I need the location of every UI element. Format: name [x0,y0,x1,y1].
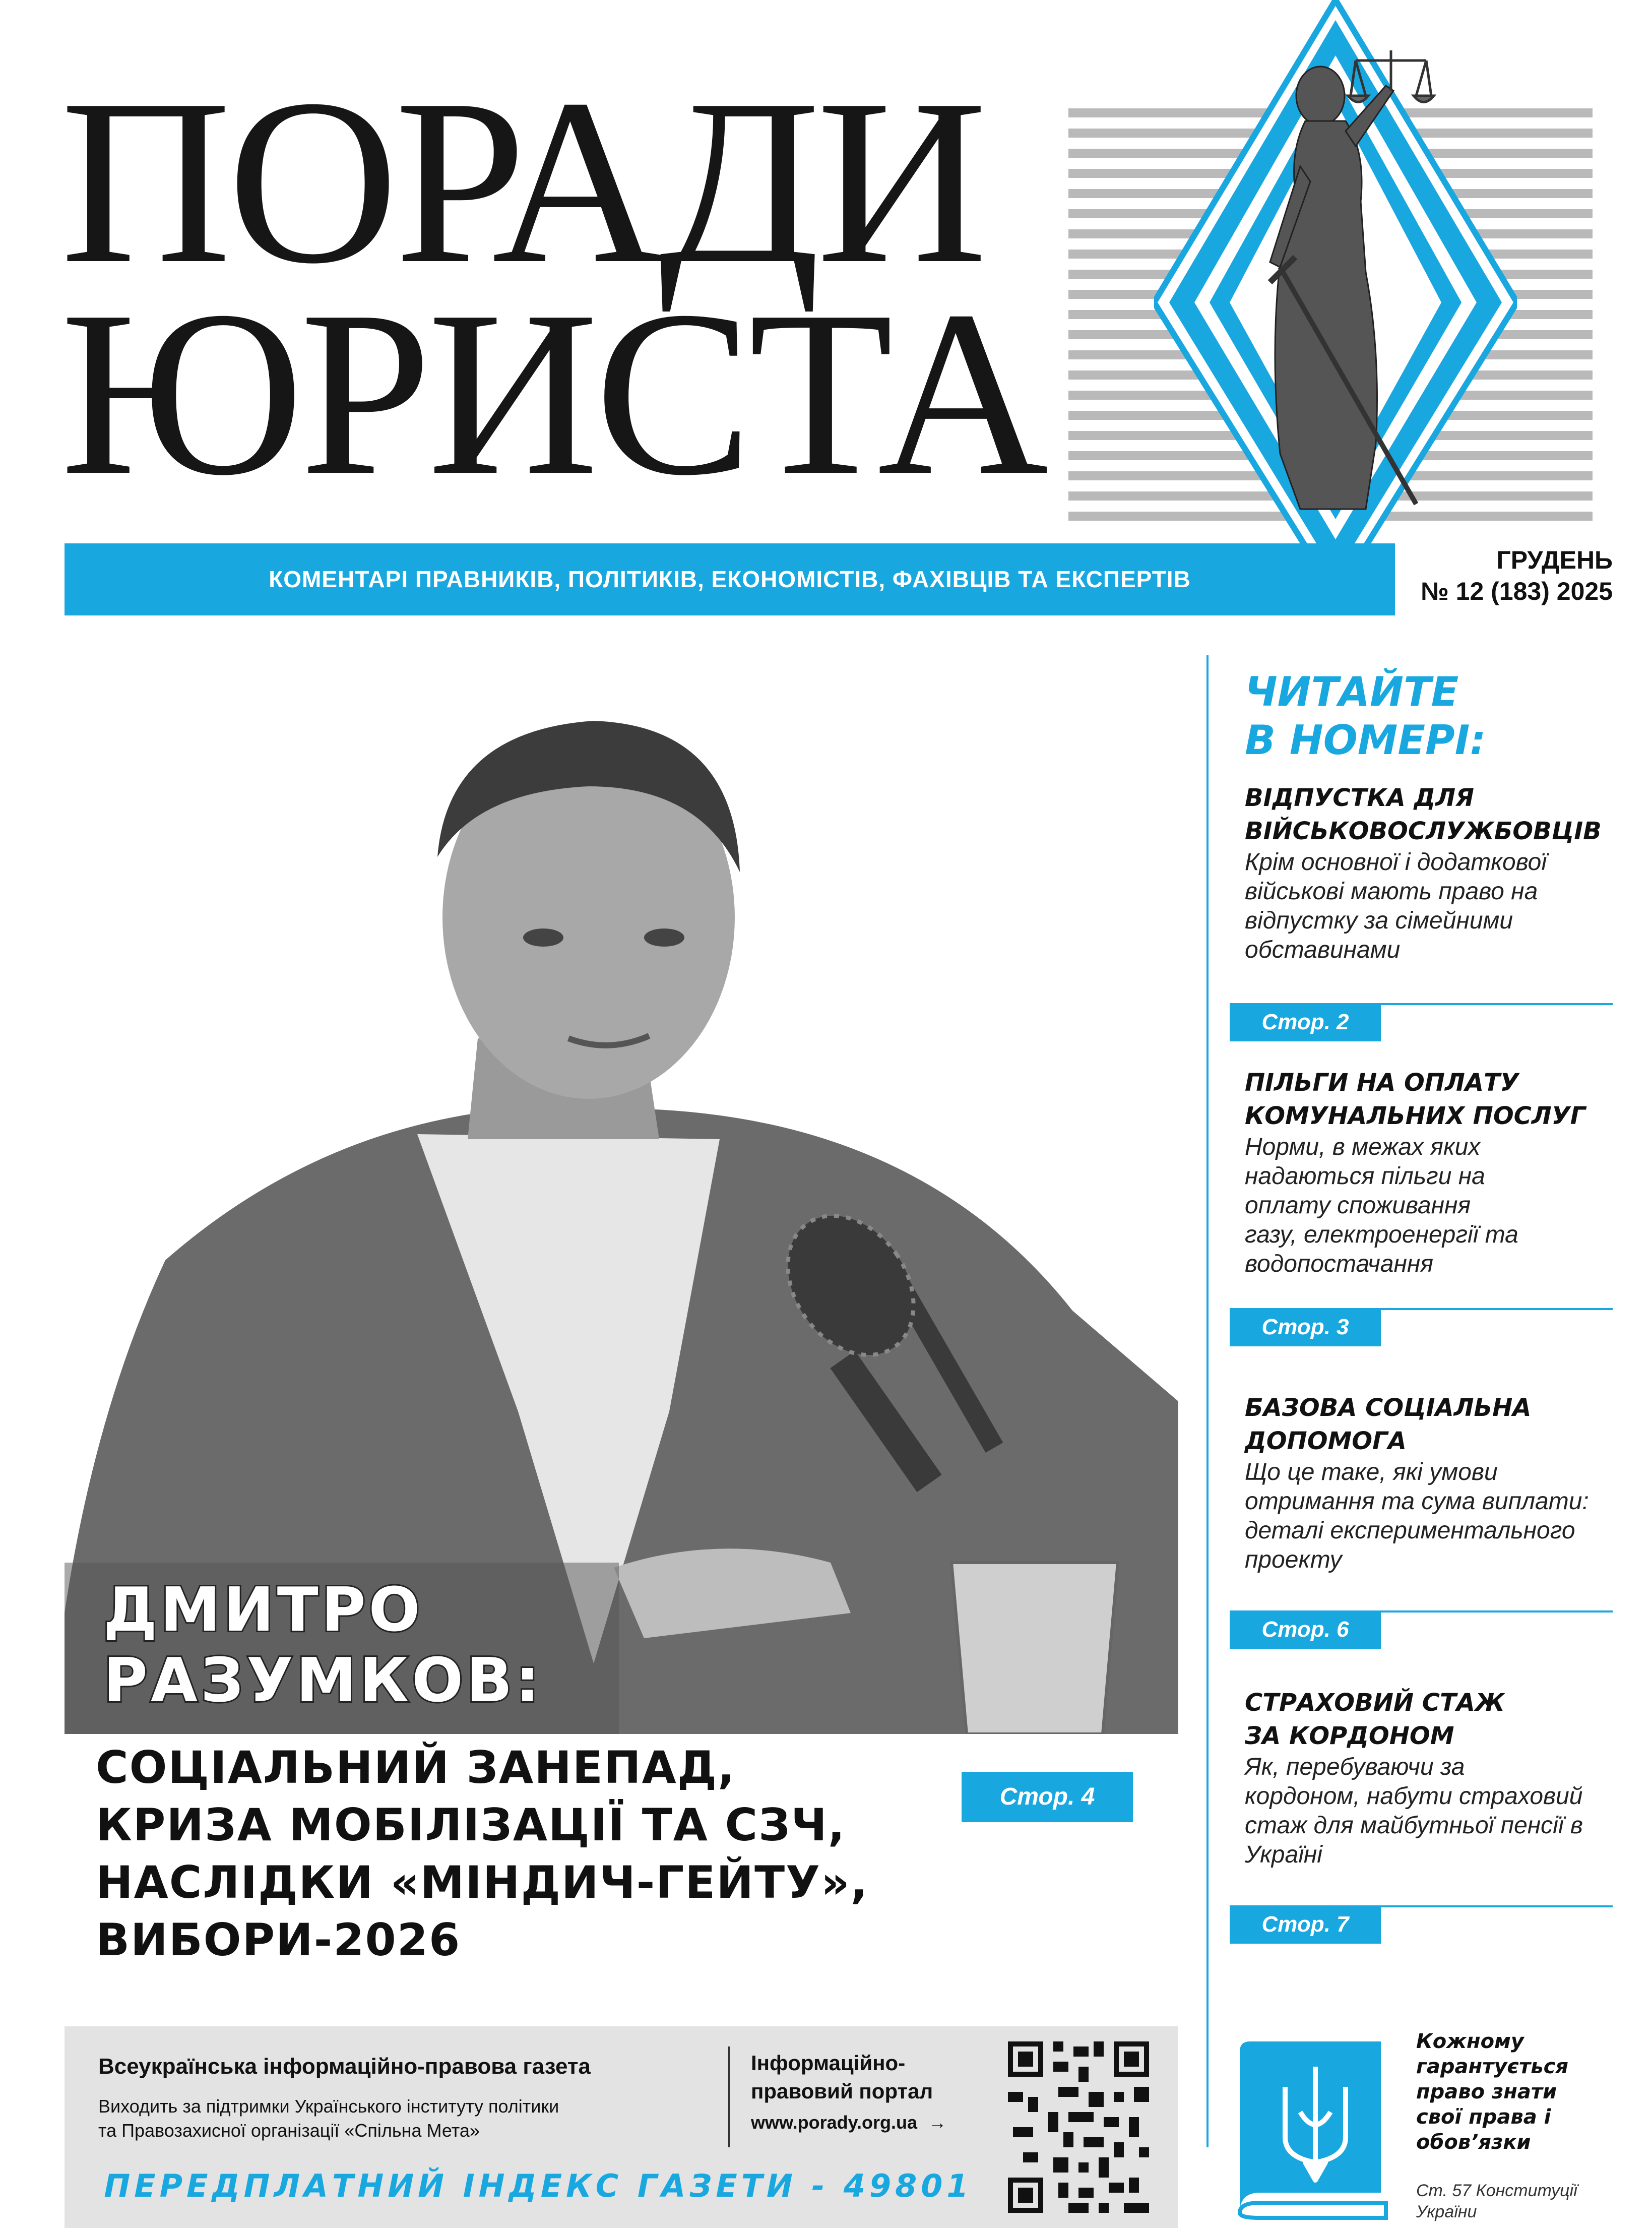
toc-page-link[interactable]: Стор. 2 [1230,1003,1381,1041]
cover-photo [65,655,1178,1734]
toc-item[interactable] [1245,1066,1628,1279]
footer-portal-line: правовий портал [751,2079,933,2103]
issue-info [1391,544,1613,607]
quote-source [1416,2180,1628,2222]
quote-line: гарантується [1416,2055,1568,2078]
toc-item-title [1245,1686,1628,1753]
quote-line: свої права і [1416,2105,1551,2129]
footer-portal [751,2049,1013,2105]
footer-title: Всеукраїнська інформаційно-правова газета [98,2054,591,2079]
toc-item-title-line: ВІЙСЬКОВОСЛУЖБОВЦІВ [1245,817,1602,845]
headline-line: СОЦІАЛЬНИЙ ЗАНЕПАД, [96,1742,736,1793]
masthead-line-2: ЮРИСТА [60,262,1045,524]
toc-item-title [1245,1066,1628,1133]
toc-page-link[interactable]: Стор. 3 [1230,1308,1381,1346]
arrow-right-icon: → [928,2112,947,2133]
toc-item-desc-line: стаж для майбутньої пенсії в [1245,1812,1583,1839]
issue-month: ГРУДЕНЬ [1496,546,1613,574]
toc-item-desc-line: Як, перебуваючи за [1245,1754,1465,1780]
toc-heading [1245,668,1486,765]
tagline: КОМЕНТАРІ ПРАВНИКІВ, ПОЛІТИКІВ, ЕКОНОМІСТІВ, ФАХІВЦІВ ТА ЕКСПЕРТІВ [269,566,1191,592]
masthead-title [60,50,1045,524]
constitution-quote [1416,2029,1628,2155]
toc-item-desc-line: Україні [1245,1841,1322,1868]
toc-item-desc-line: оплату споживання [1245,1192,1471,1219]
toc-heading-line-1: ЧИТАЙТЕ [1245,668,1459,715]
toc-item-desc-line: Норми, в межах яких [1245,1134,1481,1160]
toc-page-link[interactable]: Стор. 6 [1230,1610,1381,1649]
toc-page-link[interactable]: Стор. 7 [1230,1905,1381,1944]
toc-item-title-line: ЗА КОРДОНОМ [1245,1722,1454,1750]
toc-heading-line-2: В НОМЕРІ: [1245,717,1486,764]
toc-item[interactable] [1245,1391,1628,1575]
toc-item-title [1245,781,1628,848]
quote-source-line: України [1416,2202,1477,2221]
toc-item-desc-line: відпустку за сімейними [1245,907,1513,934]
toc-item-title-line: СТРАХОВИЙ СТАЖ [1245,1689,1505,1717]
toc-item-desc [1245,1133,1628,1279]
toc-item[interactable] [1245,781,1628,965]
headline-line: КРИЗА МОБІЛІЗАЦІЇ ТА СЗЧ, [96,1799,846,1851]
toc-item-desc-line: проекту [1245,1546,1342,1573]
column-divider [1206,655,1209,2147]
cover-name [103,1575,543,1716]
constitution-book-icon [1230,2036,1396,2223]
footer-portal-line: Інформаційно- [751,2051,906,2075]
toc-item-desc [1245,1753,1628,1870]
quote-line: право знати [1416,2080,1557,2103]
themis-statue-icon [1154,0,1517,595]
headline-line: НАСЛІДКИ «МІНДИЧ-ГЕЙТУ», [96,1856,869,1908]
toc-item-desc [1245,848,1628,965]
toc-item-desc [1245,1458,1628,1575]
headline-line: ВИБОРИ-2026 [96,1914,461,1966]
toc-item-title-line: БАЗОВА СОЦІАЛЬНА [1245,1394,1532,1422]
toc-item-desc-line: газу, електроенергії та [1245,1221,1518,1248]
quote-line: обов’язки [1416,2131,1531,2154]
toc-item-desc-line: надаються пільги на [1245,1163,1485,1190]
cover-name-last: РАЗУМКОВ: [103,1646,543,1716]
footer-subtitle-line: Виходить за підтримки Українського інституту політики [98,2096,559,2117]
issue-number: № 12 (183) 2025 [1421,577,1613,605]
footer-divider [728,2046,730,2147]
cover-name-first: ДМИТРО [103,1575,423,1645]
toc-item-desc-line: деталі експериментального [1245,1517,1575,1544]
footer-url[interactable] [751,2112,946,2133]
toc-item-desc-line: військові мають право на [1245,878,1538,905]
toc-item-desc-line: кордоном, набути страховий [1245,1783,1583,1810]
toc-item-desc-line: обставинами [1245,937,1401,963]
cover-headline [96,1739,952,1969]
toc-item-desc-line: водопостачання [1245,1251,1433,1277]
toc-item-title-line: ВІДПУСТКА ДЛЯ [1245,784,1475,812]
masthead-line-1: ПОРАДИ [60,50,984,313]
toc-item-desc-line: отримання та сума виплати: [1245,1488,1589,1515]
toc-item-title-line: ДОПОМОГА [1245,1427,1407,1455]
toc-item-title-line: ПІЛЬГИ НА ОПЛАТУ [1245,1069,1519,1097]
footer-subtitle-line: та Правозахисної організації «Спільна Мета» [98,2120,480,2141]
subscription-index: ПЕРЕДПЛАТНИЙ ІНДЕКС ГАЗЕТИ - 49801 [104,2167,973,2204]
toc-item-desc-line: Що це таке, які умови [1245,1459,1498,1485]
footer-subtitle [98,2094,703,2143]
toc-item-title-line: КОМУНАЛЬНИХ ПОСЛУГ [1245,1102,1586,1130]
toc-item-desc-line: Крім основної і додаткової [1245,849,1547,876]
toc-item-title [1245,1391,1628,1458]
quote-line: Кожному [1416,2030,1524,2053]
quote-source-line: Ст. 57 Конституції [1416,2181,1577,2200]
cover-photo-illustration [65,655,1178,1734]
qr-code-icon[interactable] [1003,2036,1154,2218]
toc-item[interactable] [1245,1686,1628,1870]
footer-url-text[interactable]: www.porady.org.ua [751,2112,918,2133]
cover-page-link[interactable]: Стор. 4 [962,1772,1133,1822]
